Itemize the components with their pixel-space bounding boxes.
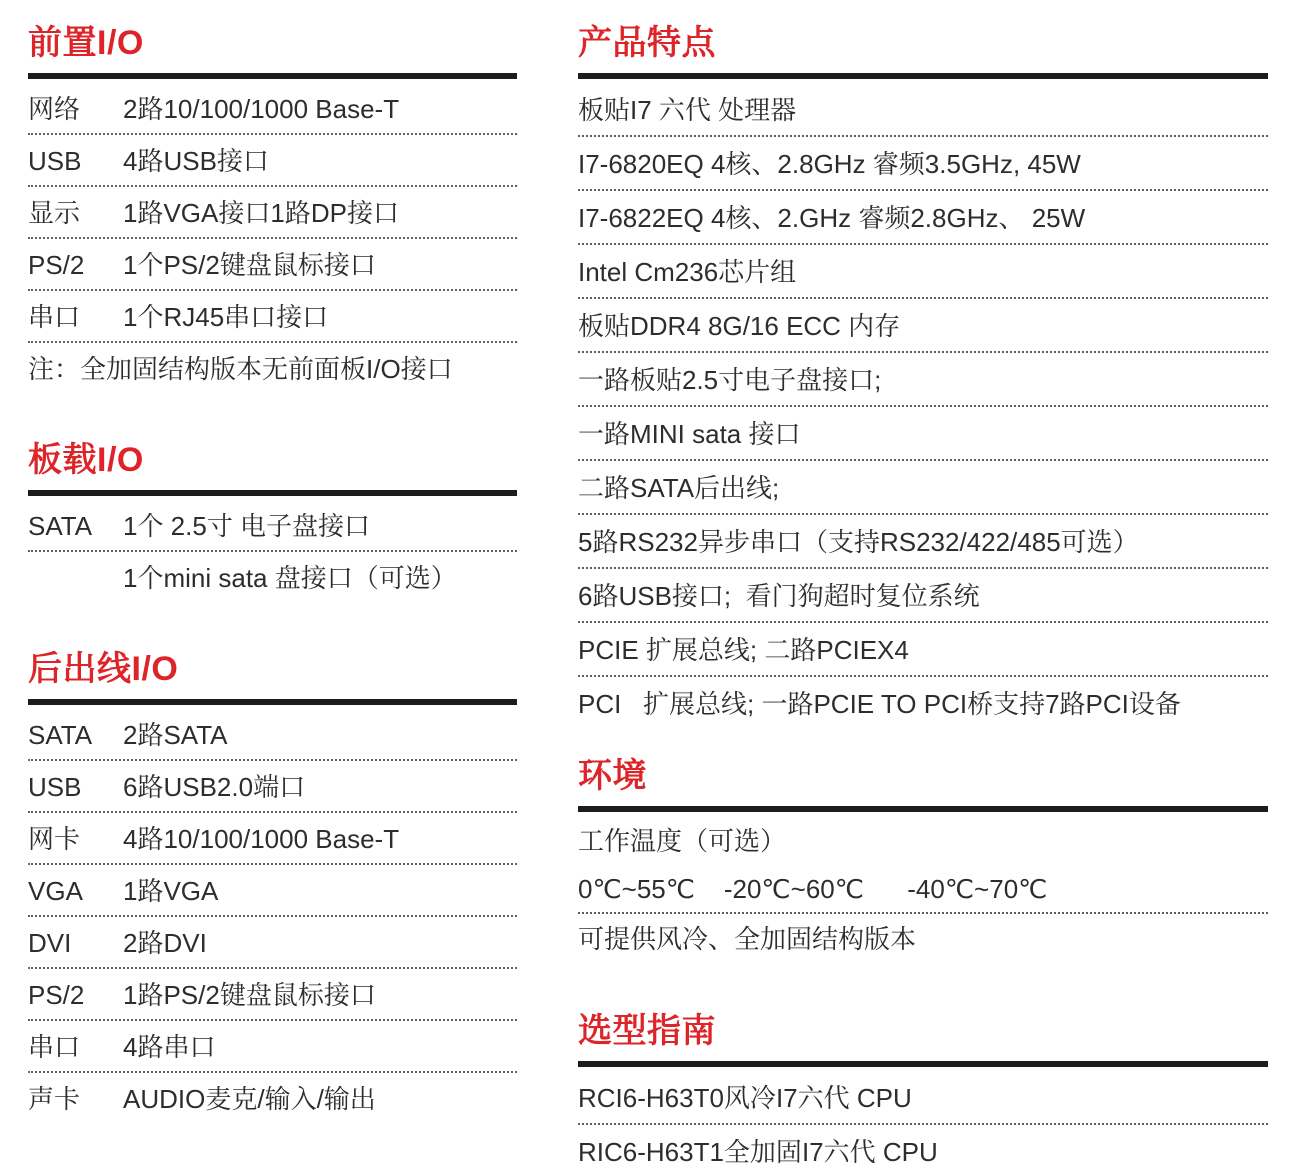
onboard-io-row: [28, 500, 517, 552]
section-environment: [578, 757, 1268, 962]
onboard-io-row: [28, 552, 517, 602]
spec-value: 一路板贴2.5寸电子盘接口;: [578, 365, 882, 395]
selection-guide-row: [578, 1125, 1268, 1165]
rear-io-row: [28, 709, 517, 761]
spec-value: 2路10/100/1000 Base-T: [123, 94, 400, 124]
section-rule: [578, 806, 1268, 812]
rear-io-row: [28, 1073, 517, 1123]
section-title-front-io: 前置I/O: [28, 24, 144, 62]
spec-value: 6路USB2.0端口: [123, 772, 306, 802]
spec-value: 1个 2.5寸 电子盘接口: [123, 511, 371, 541]
spec-value: PCI 扩展总线; 一路PCIE TO PCI桥支持7路PCI设备: [578, 689, 1181, 719]
section-title-features: 产品特点: [578, 24, 716, 62]
section-title-rear-io: 后出线I/O: [28, 650, 179, 688]
selection-guide-row: [578, 1071, 1268, 1125]
section-front-io: [28, 24, 517, 393]
spec-label: 声卡: [28, 1084, 81, 1114]
spec-value: 板贴I7 六代 处理器: [578, 95, 797, 125]
spec-label: USB: [28, 772, 82, 802]
environment-row: [578, 914, 1268, 962]
spec-value: 1个PS/2键盘鼠标接口: [123, 250, 376, 280]
section-title-onboard-io: 板载I/O: [28, 441, 144, 479]
spec-value: 1个mini sata 盘接口（可选）: [123, 563, 457, 593]
features-row: [578, 353, 1268, 407]
spec-value: Intel Cm236芯片组: [578, 257, 797, 287]
features-row: [578, 191, 1268, 245]
spec-value: 4路10/100/1000 Base-T: [123, 824, 400, 854]
spec-label: SATA: [28, 511, 93, 541]
front-io-row: [28, 135, 517, 187]
spec-value: 工作温度（可选）: [578, 826, 787, 856]
spec-label: VGA: [28, 876, 83, 906]
section-selection-guide: [578, 1012, 1268, 1165]
spec-value: I7-6822EQ 4核、2.GHz 睿频2.8GHz、 25W: [578, 203, 1086, 233]
front-io-row: [28, 343, 517, 393]
rear-io-row: [28, 917, 517, 969]
spec-value: 1路VGA接口1路DP接口: [123, 198, 399, 228]
spec-value: 1路PS/2键盘鼠标接口: [123, 980, 376, 1010]
spec-label: 显示: [28, 198, 81, 228]
rear-io-row: [28, 865, 517, 917]
features-row: [578, 623, 1268, 677]
section-rear-io: [28, 650, 517, 1123]
rear-io-row: [28, 813, 517, 865]
environment-row: [578, 864, 1268, 914]
front-io-row: [28, 83, 517, 135]
section-rule: [28, 699, 517, 705]
spec-value: 1路VGA: [123, 876, 219, 906]
spec-value: 可提供风冷、全加固结构版本: [578, 924, 917, 954]
features-row: [578, 299, 1268, 353]
spec-label: SATA: [28, 720, 93, 750]
section-rule: [578, 73, 1268, 79]
section-title-environment: 环境: [578, 757, 647, 795]
spec-value: 6路USB接口; 看门狗超时复位系统: [578, 581, 980, 611]
spec-label: RCI6-H63T0风冷: [578, 1083, 776, 1113]
spec-value: 1个RJ45串口接口: [123, 302, 329, 332]
spec-value: 0℃~55℃ -20℃~60℃ -40℃~70℃: [578, 874, 1048, 904]
spec-value: 5路RS232异步串口（支持RS232/422/485可选）: [578, 527, 1139, 557]
spec-value: 一路MINI sata 接口: [578, 419, 801, 449]
section-rule: [578, 1061, 1268, 1067]
section-features: [578, 24, 1268, 729]
section-title-selection-guide: 选型指南: [578, 1012, 716, 1050]
spec-label: 网卡: [28, 824, 81, 854]
section-onboard-io: [28, 441, 517, 602]
features-row: [578, 569, 1268, 623]
spec-label: DVI: [28, 928, 72, 958]
spec-label: RIC6-H63T1全加固: [578, 1137, 802, 1165]
spec-label: 串口: [28, 1032, 81, 1062]
section-rule: [28, 490, 517, 496]
rear-io-row: [28, 1021, 517, 1073]
section-rule: [28, 73, 517, 79]
spec-label: PS/2: [28, 980, 85, 1010]
front-io-row: [28, 239, 517, 291]
spec-value: I7-6820EQ 4核、2.8GHz 睿频3.5GHz, 45W: [578, 149, 1081, 179]
environment-row: [578, 816, 1268, 864]
features-row: [578, 407, 1268, 461]
features-row: [578, 677, 1268, 729]
spec-label: 串口: [28, 302, 81, 332]
features-row: [578, 83, 1268, 137]
features-row: [578, 515, 1268, 569]
spec-value: 注：全加固结构版本无前面板I/O接口: [28, 354, 453, 384]
spec-value: 2路SATA: [123, 720, 228, 750]
spec-value: PCIE 扩展总线; 二路PCIEX4: [578, 635, 909, 665]
left-column: [28, 24, 517, 1165]
spec-value: 4路串口: [123, 1032, 216, 1062]
features-row: [578, 137, 1268, 191]
spec-value: 板贴DDR4 8G/16 ECC 内存: [578, 311, 901, 341]
spec-label: USB: [28, 146, 82, 176]
front-io-row: [28, 187, 517, 239]
spec-value: I7六代 CPU: [801, 1137, 938, 1165]
spec-label: 网络: [28, 94, 81, 124]
front-io-row: [28, 291, 517, 343]
spec-value: I7六代 CPU: [775, 1083, 912, 1113]
right-column: [578, 24, 1268, 1165]
spec-value: 二路SATA后出线;: [578, 473, 780, 503]
features-row: [578, 245, 1268, 299]
spec-label: PS/2: [28, 250, 85, 280]
features-row: [578, 461, 1268, 515]
rear-io-row: [28, 969, 517, 1021]
rear-io-row: [28, 761, 517, 813]
spec-value: AUDIO麦克/输入/输出: [123, 1084, 376, 1114]
spec-value: 4路USB接口: [123, 146, 269, 176]
spec-value: 2路DVI: [123, 928, 207, 958]
